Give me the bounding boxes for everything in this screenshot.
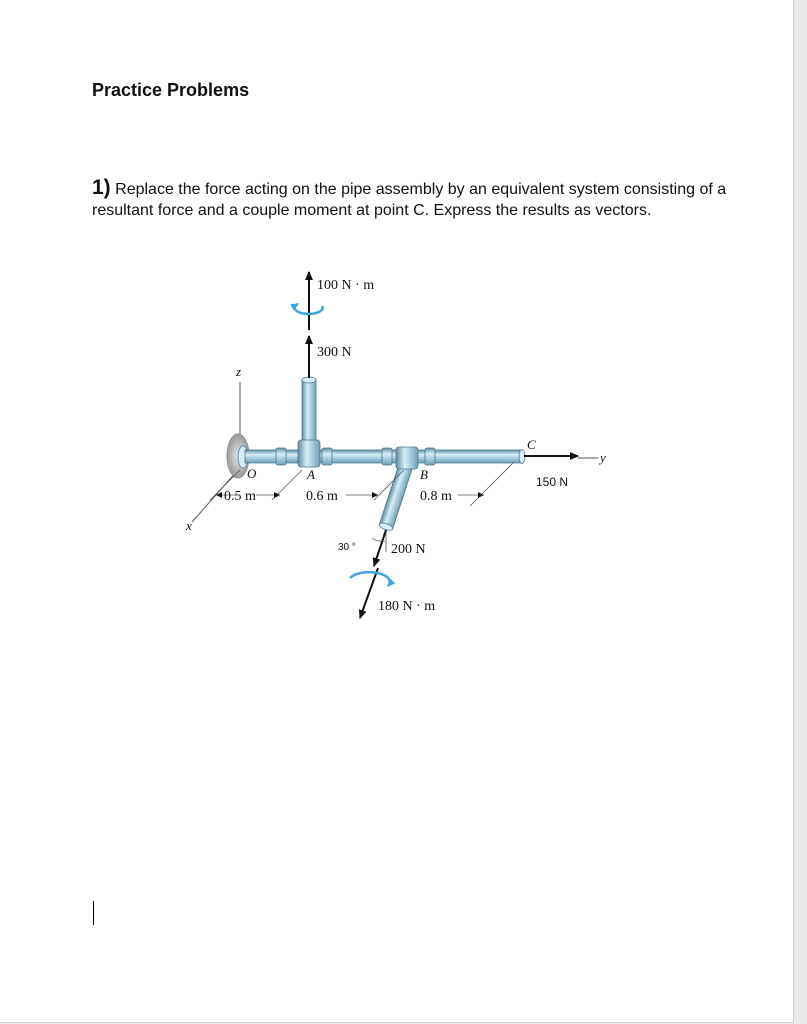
- label-point-O: O: [247, 466, 257, 481]
- label-point-B: B: [420, 467, 428, 482]
- label-dim-2: 0.6 m: [306, 489, 338, 504]
- coupling: [382, 448, 392, 465]
- label-axis-x: x: [186, 518, 192, 533]
- dimension-line: [272, 470, 302, 500]
- label-dim-1: 0.5 m: [224, 489, 256, 504]
- label-moment-180: 180 N · m: [378, 599, 436, 614]
- problem-text: Replace the force acting on the pipe assembly by an equivalent system consisting of a resultant force and a couple moment at point C. Express the results as vectors.: [92, 181, 727, 219]
- force-200-arrow: [374, 530, 386, 566]
- tee-b: [396, 447, 418, 469]
- label-axis-z: z: [236, 364, 242, 379]
- coupling: [276, 448, 286, 465]
- label-point-A: A: [307, 467, 315, 482]
- label-force-200: 200 N: [391, 542, 426, 557]
- dimension-line: [470, 462, 514, 506]
- label-angle: 30 °: [338, 542, 356, 553]
- label-axis-y: y: [600, 450, 606, 465]
- tee-a: [298, 440, 320, 467]
- label-point-C: C: [527, 437, 536, 452]
- text-cursor: [93, 901, 94, 925]
- moment-180-curl-icon: [350, 572, 390, 586]
- coupling: [322, 448, 332, 465]
- label-dim-3: 0.8 m: [420, 489, 452, 504]
- coupling: [425, 448, 435, 465]
- label-moment-100: 100 N · m: [317, 278, 375, 293]
- label-force-300: 300 N: [317, 345, 352, 360]
- moment-180-axis: [360, 568, 378, 618]
- pipe-inclined: [378, 460, 413, 532]
- label-force-150: 150 N: [536, 475, 569, 489]
- page-title: Practice Problems: [92, 80, 250, 100]
- problem-number: 1): [92, 176, 111, 199]
